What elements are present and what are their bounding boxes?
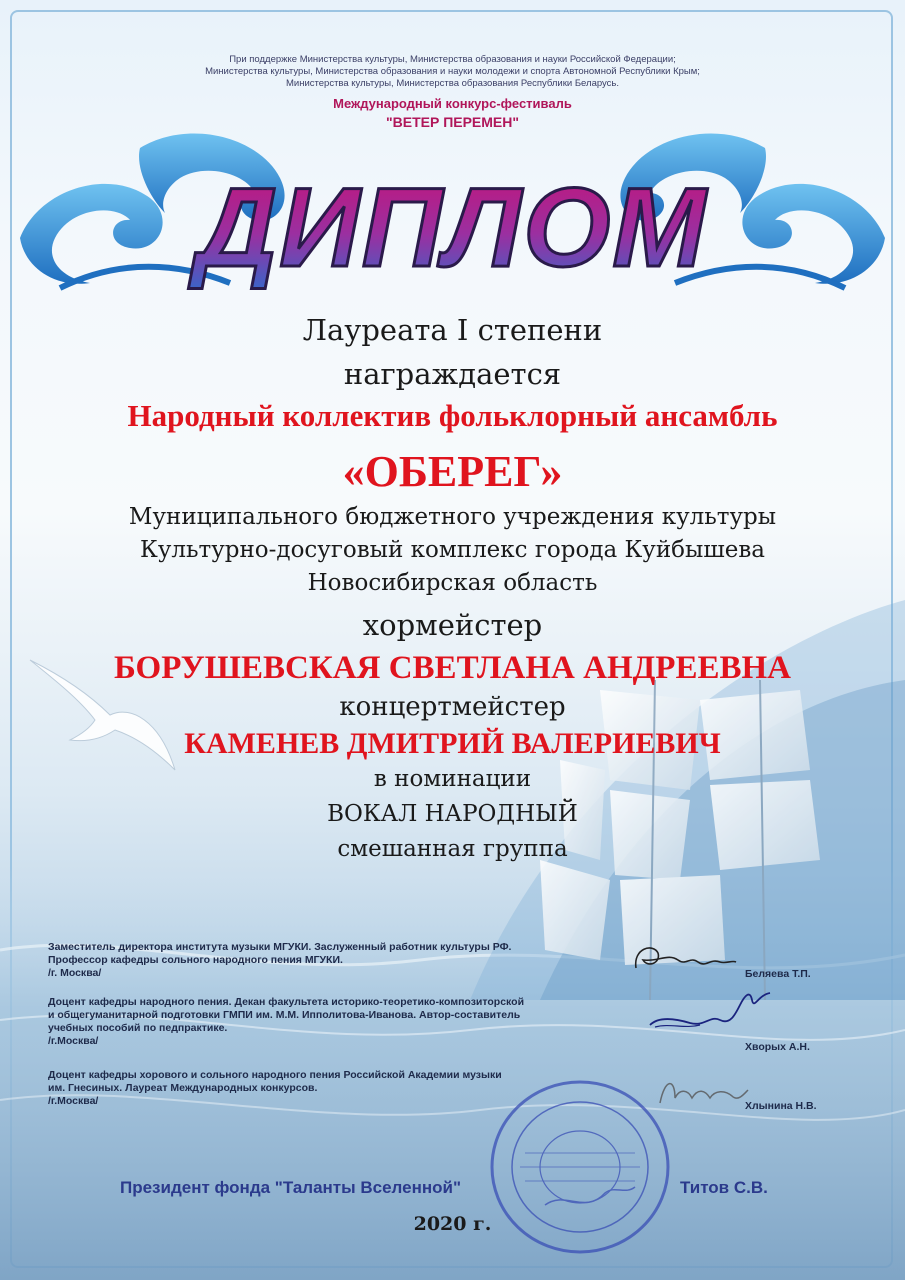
contest-title: Международный конкурс-фестиваль <box>333 96 572 111</box>
category-line: смешанная группа <box>337 836 568 862</box>
ensemble-name: «ОБЕРЕГ» <box>342 447 563 496</box>
jury-2-description <box>48 996 648 1048</box>
diploma-title: ДИПЛОМ <box>196 165 708 290</box>
president-title: Президент фонда "Таланты Вселенной" <box>120 1178 462 1197</box>
collective-line: Народный коллектив фольклорный ансамбль <box>127 398 778 433</box>
jury-3-line-2: им. Гнесиных. Лауреат Международных конкурсов. <box>48 1082 318 1094</box>
region-line: Новосибирская область <box>307 570 598 596</box>
support-line-1: При поддержке Министерства культуры, Министерства образования и науки Российской Федерации; <box>229 54 676 65</box>
jury-2-name: Хворых А.Н. <box>745 1041 810 1053</box>
support-line-2: Министерства культуры, Министерства образования и науки молодежи и спорта Автономной Республики Крым; <box>205 66 700 77</box>
jury-1-line-1: Заместитель директора института музыки МГУКИ. Заслуженный работник культуры РФ. <box>48 941 512 953</box>
contest-name: "ВЕТЕР ПЕРЕМЕН" <box>385 114 520 130</box>
jury-1-description <box>48 941 648 980</box>
role-accompanist: концертмейстер <box>339 692 566 722</box>
institution-line-2: Культурно-досуговый комплекс города Куйбышева <box>140 537 765 563</box>
president-name: Титов С.В. <box>680 1178 768 1197</box>
jury-3-line-3: /г.Москва/ <box>48 1095 99 1107</box>
jury-1-name: Беляева Т.П. <box>745 968 811 980</box>
awarded-line: награждается <box>343 357 562 391</box>
signature-2-icon <box>640 985 780 1040</box>
role-choirmaster: хормейстер <box>362 608 543 642</box>
jury-1-line-3: /г. Москва/ <box>48 967 102 979</box>
nomination-intro: в номинации <box>373 766 532 792</box>
diploma-year: 2020 г. <box>413 1213 492 1235</box>
jury-3-line-1: Доцент кафедры хорового и сольного народного пения Российской Академии музыки <box>48 1069 502 1081</box>
jury-2-line-3: учебных пособий по педпрактике. <box>48 1022 228 1034</box>
degree-line: Лауреата I степени <box>302 313 603 347</box>
president-signature-block <box>120 1178 800 1198</box>
jury-2-line-2: и общегуманитарной подготовки ГМПИ им. М.М. Ипполитова-Иванова. Автор-составитель <box>48 1009 521 1021</box>
nomination-title: ВОКАЛ НАРОДНЫЙ <box>327 801 578 827</box>
signature-1-icon <box>628 938 738 978</box>
jury-1-line-2: Профессор кафедры сольного народного пения МГУКИ. <box>48 954 343 966</box>
support-line-3: Министерства культуры, Министерства образования Республики Беларусь. <box>285 78 620 89</box>
person-accompanist: КАМЕНЕВ ДМИТРИЙ ВАЛЕРИЕВИЧ <box>184 727 721 760</box>
jury-2-line-1: Доцент кафедры народного пения. Декан факультета историко-теоретико-композиторской <box>48 996 525 1008</box>
diploma-title-art <box>0 88 905 298</box>
jury-2-line-4: /г.Москва/ <box>48 1035 99 1047</box>
person-choirmaster: БОРУШЕВСКАЯ СВЕТЛАНА АНДРЕЕВНА <box>113 650 792 686</box>
jury-3-name: Хлынина Н.В. <box>745 1100 817 1112</box>
institution-line-1: Муниципального бюджетного учреждения культуры <box>128 504 777 530</box>
